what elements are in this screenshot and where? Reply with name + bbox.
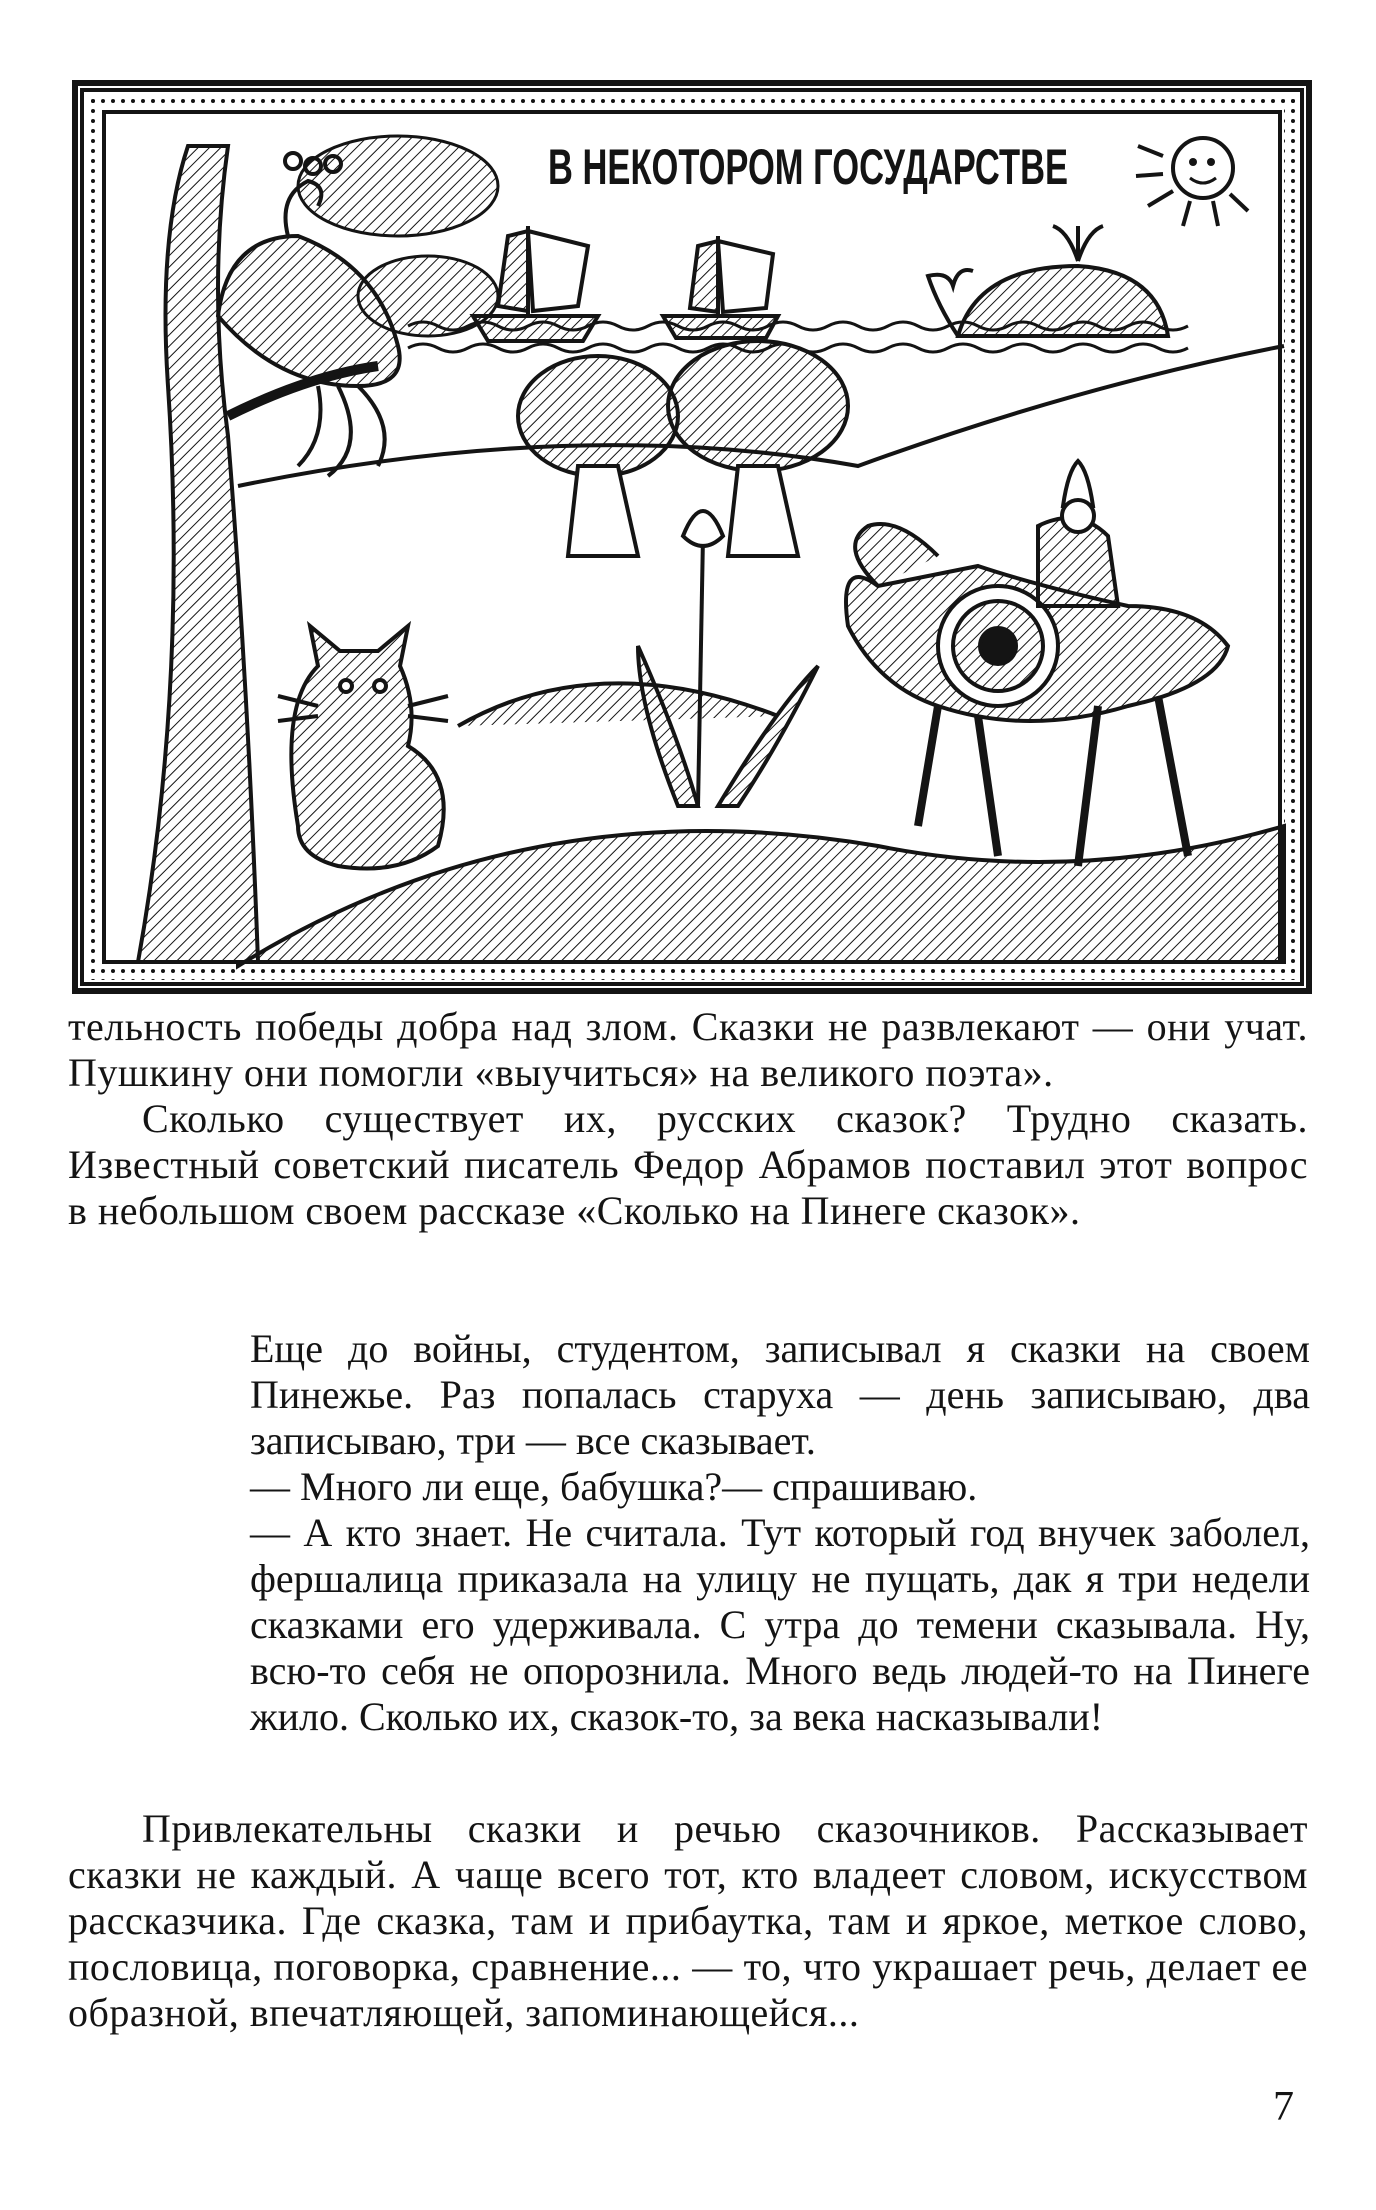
- quote-paragraph-1: Еще до войны, студентом, записывал я сказки на своем Пинежье. Раз попалась старуха — день записываю, два записываю, три — все сказывает.: [250, 1326, 1310, 1463]
- illustration-title: В НЕКОТОРОМ ГОСУДАРСТВЕ: [548, 139, 1068, 195]
- paragraph-3: Привлекательны сказки и речью сказочников. Рассказывает сказки не каждый. А чаще всего тот, кто владеет словом, искусством рассказчика. Где сказка, там и прибаутка, там и яркое, меткое слово, пословица, поговорка, сравнение... — то, что украшает речь, делает ее образной, впечатляющей, запоминающейся...: [68, 1806, 1308, 2035]
- paragraph-block-3: [68, 1806, 1308, 2036]
- paragraph-continuation: [68, 1004, 1308, 1234]
- quote-paragraph-3: — А кто знает. Не считала. Тут который год внучек заболел, фершалица приказала на улицу не пущать, дак я три недели сказками его удерживала. С утра до темени сказывала. Ну, всю-то себя не опорознила. Много ведь людей-то на Пинеге жило. Сколько их, сказок-то, за века насказывали!: [250, 1510, 1310, 1739]
- quote-paragraph-2: — Много ли еще, бабушка?— спрашиваю.: [250, 1464, 978, 1509]
- quotation-block: [250, 1326, 1310, 1740]
- woodcut-illustration: [72, 80, 1312, 994]
- paragraph-2: Сколько существует их, русских сказок? Трудно сказать. Известный советский писатель Федор Абрамов поставил этот вопрос в небольшом своем рассказе «Сколько на Пинеге сказок».: [68, 1096, 1308, 1233]
- page-number: 7: [1273, 2084, 1294, 2130]
- paragraph-1: тельность победы добра над злом. Сказки не развлекают — они учат. Пушкину они помогли «выучиться» на великого поэта».: [68, 1004, 1308, 1095]
